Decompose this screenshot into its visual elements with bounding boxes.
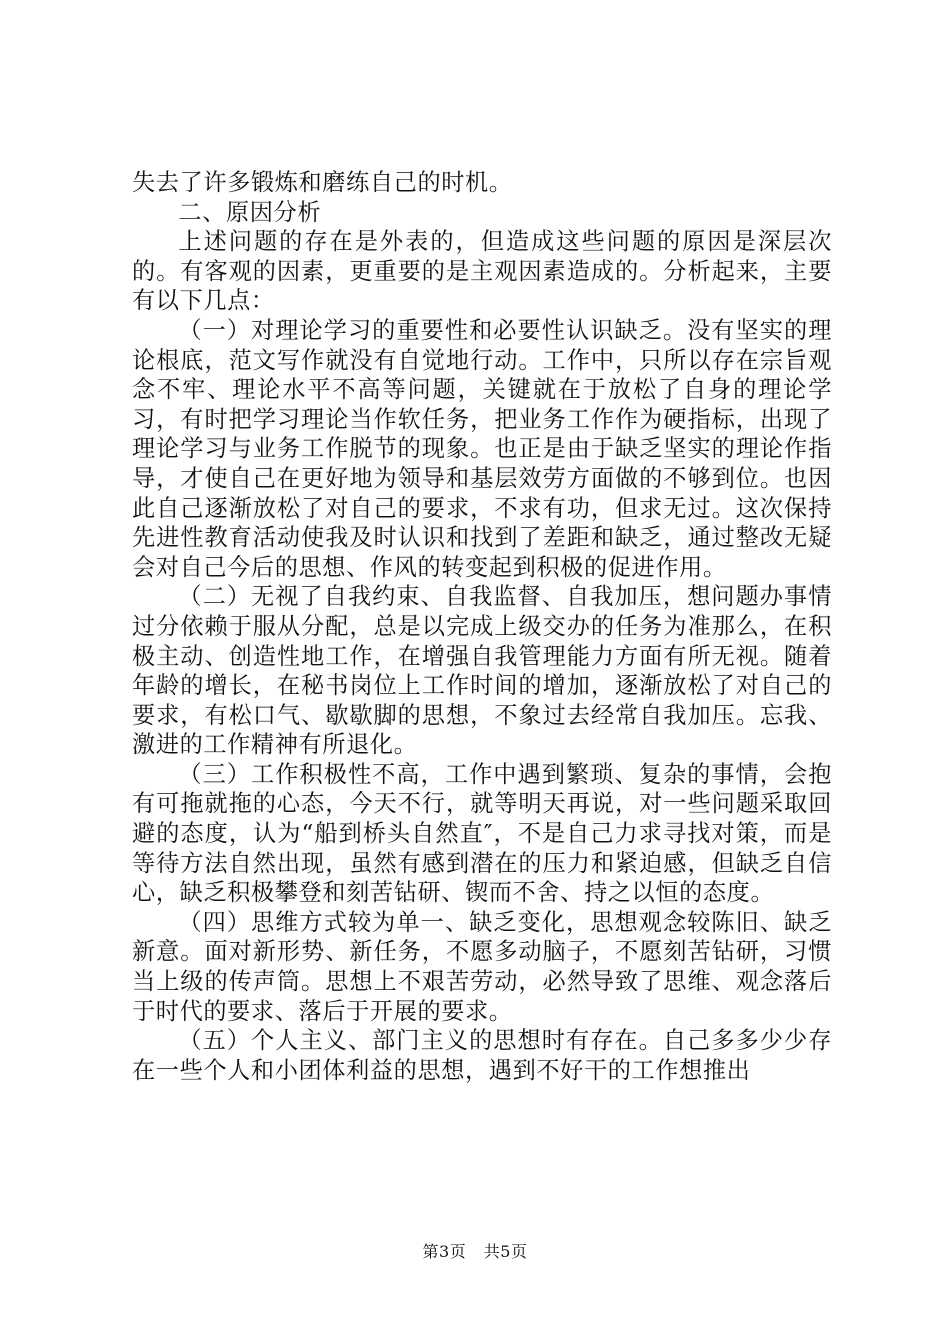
section-heading: 二、原因分析 xyxy=(178,198,322,226)
paragraph-point-3: （三）工作积极性不高，工作中遇到繁琐、复杂的事情，会抱有可拖就拖的心态，今天不行，就等明天再说，对一些问题采取回避的态度，认为“船到桥头自然直″，不是自己力求寻找对策，而是等待方法自然出现，虽然有感到潜在的压力和紧迫感，但缺乏自信心，缺乏积极攀登和刻苦钻研、锲而不舍、持之以恒的态度。 xyxy=(132,760,832,907)
paragraph-point-5: （五）个人主义、部门主义的思想时有存在。自己多多少少存在一些个人和小团体利益的思想，遇到不好干的工作想推出 xyxy=(132,1027,832,1084)
paragraph-point-1: （一）对理论学习的重要性和必要性认识缺乏。没有坚实的理论根底，范文写作就没有自觉地行动。工作中，只所以存在宗旨观念不牢、理论水平不高等问题，关键就在于放松了自身的理论学习，有时把学习理论当作软任务，把业务工作作为硬指标，出现了理论学习与业务工作脱节的现象。也正是由于缺乏坚实的理论作指导，才使自己在更好地为领导和基层效劳方面做的不够到位。也因此自己逐渐放松了对自己的要求，不求有功，但求无过。这次保持先进性教育活动使我及时认识和找到了差距和缺乏，通过整改无疑会对自己今后的思想、作风的转变起到积极的促进作用。 xyxy=(132,316,832,581)
page-footer xyxy=(0,1239,950,1262)
paragraph-point-2: （二）无视了自我约束、自我监督、自我加压，想问题办事情过分依赖于服从分配，总是以完成上级交办的任务为准那么，在积极主动、创造性地工作，在增强自我管理能力方面有所无视。随着年龄的增长，在秘书岗位上工作时间的增加，逐渐放松了对自己的要求，有松口气、歇歇脚的思想，不象过去经常自我加压。忘我、激进的工作精神有所退化。 xyxy=(132,583,832,759)
page-number: 第3页 xyxy=(422,1242,467,1261)
document-body xyxy=(132,168,832,1085)
paragraph-point-4: （四）思维方式较为单一、缺乏变化，思想观念较陈旧、缺乏新意。面对新形势、新任务，不愿多动脑子，不愿刻苦钻研，习惯当上级的传声筒。思想上不艰苦劳动，必然导致了思维、观念落后于时代的要求、落后于开展的要求。 xyxy=(132,908,832,1025)
page-total: 共5页 xyxy=(483,1242,528,1261)
paragraph-continuation: 失去了许多锻炼和磨练自己的时机。 xyxy=(132,169,513,196)
paragraph-intro: 上述问题的存在是外表的，但造成这些问题的原因是深层次的。有客观的因素，更重要的是主观因素造成的。分析起来，主要有以下几点： xyxy=(132,228,832,315)
